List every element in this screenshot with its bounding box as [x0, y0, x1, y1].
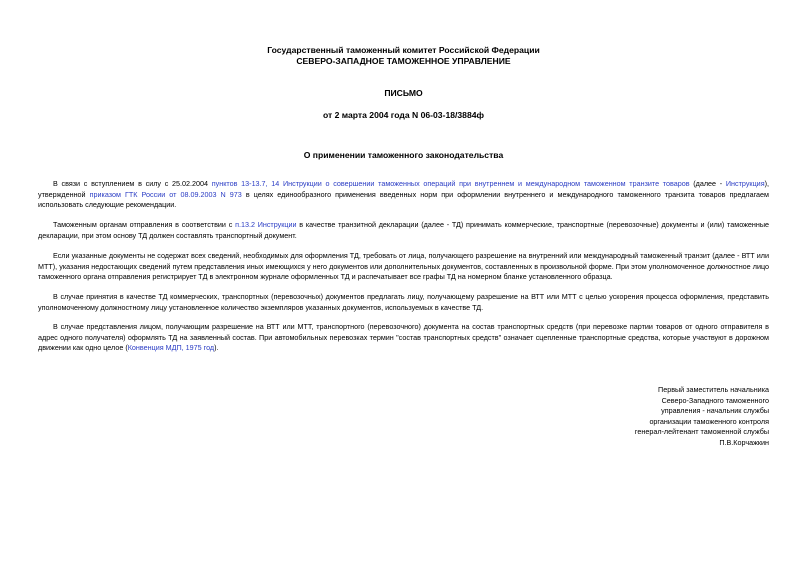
signature-line: организации таможенного контроля — [649, 416, 769, 426]
paragraph-1-text-c: ), утвержденной — [38, 179, 769, 199]
issuer-line-1: Государственный таможенный комитет Российской Федерации — [267, 45, 540, 55]
link-instruction-p13-2[interactable]: п.13.2 Инструкции — [235, 220, 297, 229]
paragraph-1-text-a: В связи с вступлением в силу с 25.02.2004 — [53, 179, 212, 188]
signature-line: Северо-Западного таможенного — [661, 395, 769, 405]
signatory-name: П.В.Корчажкин — [719, 437, 769, 447]
signature-line: генерал-лейтенант таможенной службы — [634, 427, 769, 436]
signature-line: управления - начальник службы — [661, 406, 769, 415]
link-tir-convention[interactable]: Конвенция МДП, 1975 год — [127, 343, 215, 352]
issuer-line-2: СЕВЕРО-ЗАПАДНОЕ ТАМОЖЕННОЕ УПРАВЛЕНИЕ — [296, 56, 511, 66]
paragraph-5-text-b: ). — [214, 343, 219, 352]
paragraph-5 — [38, 322, 769, 354]
paragraph-5-text-a: В случае представления лицом, получающим разрешение на ВТТ или МТТ, транспортного (перевозочного) документа на состав транспортных средств (при перевозке партии товаров от одного отправителя в адрес одного получателя) оформлять ТД на заявленный состав. При автомобильных перевозках термин "состав транспортных средств" означает сцепленные транспортные средства, которые участвуют в дорожном движении как одно целое ( — [38, 322, 769, 352]
link-instruction[interactable]: Инструкция — [725, 179, 765, 188]
link-order-gtk[interactable]: приказом ГТК России от 08.09.2003 N 973 — [89, 189, 242, 199]
document-number: от 2 марта 2004 года N 06-03-18/3884ф — [322, 110, 485, 120]
document-subject: О применении таможенного законодательства — [303, 150, 504, 160]
paragraph-4: В случае принятия в качестве ТД коммерческих, транспортных (перевозочных) документов предлагать лицу, получающему разрешение на ВТТ или МТТ с целью ускорения процесса оформления, представить уполномоченному должностному лицу установленное количество экземпляров указанных документов, используемых в качестве ТД. — [38, 292, 769, 312]
signature-block — [549, 385, 769, 448]
paragraph-1 — [38, 179, 769, 211]
document-page — [38, 0, 769, 571]
paragraph-2-text-b: в качестве транзитной декларации (далее - ТД) принимать коммерческие, транспортные (перевозочные) документы и (или) таможенные декларации, при этом основу ТД должен составлять транспортный документ. — [38, 220, 770, 240]
paragraph-3: Если указанные документы не содержат всех сведений, необходимых для оформления ТД, требовать от лица, получающего разрешение на внутренний или международный таможенный транзит (далее - ВТТ или МТТ), указания недостающих сведений путем представления иных имеющихся у него документов или дополнительных документов, составленных в произвольной форме. При этом уполномоченное должностное лицо таможенного органа отправления регистрирует ТД в электронном журнале оформленных ТД и распечатывает все графы ТД на номерном бланке установленного образца. — [38, 251, 769, 281]
link-instruction-points[interactable]: пунктов 13-13.7, 14 Инструкции о совершении таможенных операций при внутреннем и международном таможенном транзите товаров — [211, 179, 690, 188]
paragraph-2-text-a: Таможенным органам отправления в соответствии с — [53, 220, 236, 229]
paragraph-2 — [38, 220, 769, 241]
signature-line: Первый заместитель начальника — [658, 385, 769, 394]
document-type: ПИСЬМО — [384, 88, 423, 98]
paragraph-1-text-b: (далее - — [689, 179, 726, 188]
paragraph-1-text-d: в целях единообразного применения введенных норм при оформлении внутреннего и международного таможенного транзита товаров предлагаем использовать следующие рекомендации. — [38, 189, 769, 209]
